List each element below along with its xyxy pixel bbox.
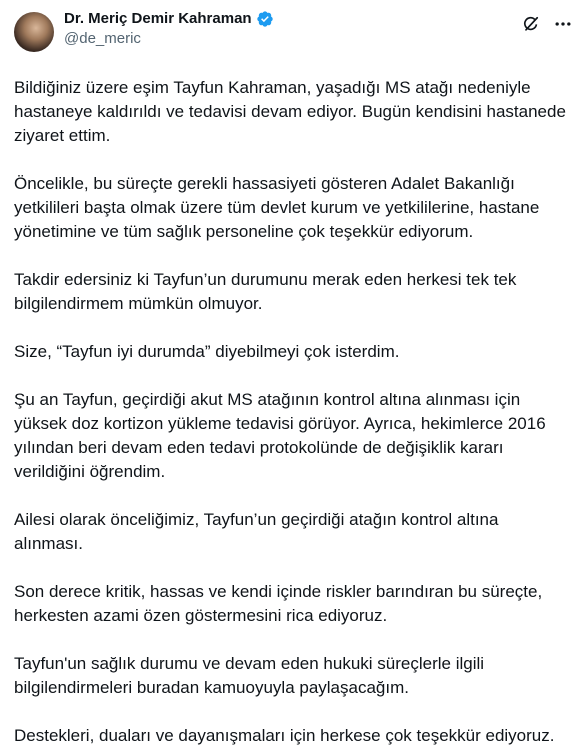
tweet-paragraph: Ailesi olarak önceliğimiz, Tayfun’un geçirdiği atağın kontrol altına alınması. xyxy=(14,510,499,553)
tweet-paragraph: Takdir edersiniz ki Tayfun’un durumunu merak eden herkesi tek tek bilgilendirmem mümkün olmuyor. xyxy=(14,270,517,313)
author-handle[interactable]: @de_meric xyxy=(64,29,141,47)
tweet-paragraph: Son derece kritik, hassas ve kendi içinde riskler barındıran bu süreçte, herkesten azami özen göstermesini rica ediyoruz. xyxy=(14,582,543,625)
tweet-paragraph: Öncelikle, bu süreçte gerekli hassasiyeti gösteren Adalet Bakanlığı yetkilileri başta olmak üzere tüm devlet kurum ve yetkililerine, hastane yönetimine ve tüm sağlık personeline çok teşekkür ediyorum. xyxy=(14,174,540,241)
verified-badge-icon xyxy=(256,10,274,28)
author-name-row xyxy=(64,10,274,29)
more-dots-icon[interactable] xyxy=(553,14,573,34)
header-actions xyxy=(521,14,573,34)
avatar[interactable] xyxy=(14,12,54,52)
author-display-name[interactable]: Dr. Meriç Demir Kahraman xyxy=(64,10,252,27)
tweet-paragraph: Bildiğiniz üzere eşim Tayfun Kahraman, yaşadığı MS atağı nedeniyle hastaneye kaldırıldı ve tedavisi devam ediyor. Bugün kendisini hastanede ziyaret ettim. xyxy=(14,78,566,145)
tweet-paragraph: Destekleri, duaları ve dayanışmaları için herkese çok teşekkür ediyoruz. xyxy=(14,726,555,745)
tweet-paragraph: Şu an Tayfun, geçirdiği akut MS atağının kontrol altına alınması için yüksek doz kortizon yükleme tedavisi görüyor. Ayrıca, hekimlerce 2016 yılından beri devam eden tedavi protokolünde de değişiklik kararı verildiğini öğrendim. xyxy=(14,390,546,481)
tweet-header xyxy=(14,10,573,60)
tweet-paragraph: Size, “Tayfun iyi durumda” diyebilmeyi çok isterdim. xyxy=(14,342,400,361)
grok-icon[interactable] xyxy=(521,14,541,34)
tweet-paragraph: Tayfun'un sağlık durumu ve devam eden hukuki süreçlerle ilgili bilgilendirmeleri buradan kamuoyuyla paylaşacağım. xyxy=(14,654,485,697)
author-info xyxy=(64,10,274,49)
tweet-body xyxy=(14,76,573,748)
